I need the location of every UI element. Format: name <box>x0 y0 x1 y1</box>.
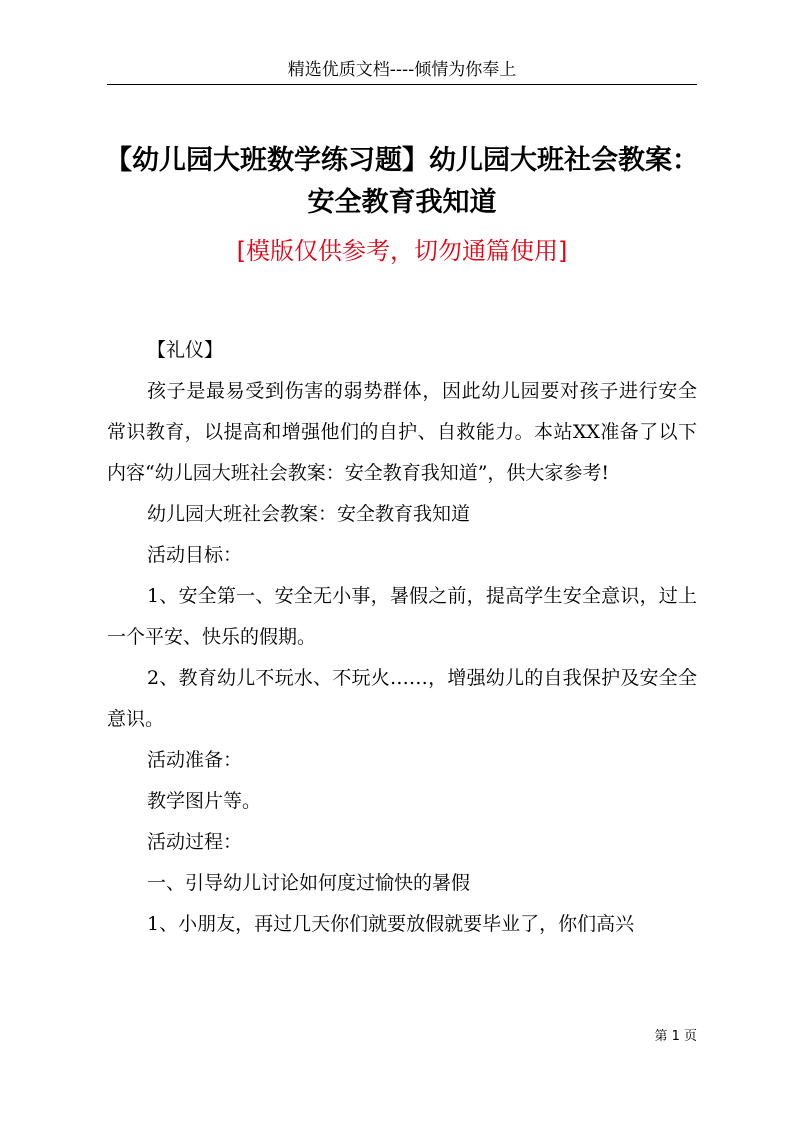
paragraph-prep-items: 教学图片等。 <box>147 790 262 812</box>
paragraph-lesson-title: 幼儿园大班社会教案：安全教育我知道 <box>147 503 471 525</box>
paragraph-goal-1: 1、安全第一、安全无小事，暑假之前，提高学生安全意识，过上一个平安、快乐的假期。 <box>107 585 697 648</box>
paragraph-intro: 孩子是最易受到伤害的弱势群体，因此幼儿园要对孩子进行安全常识教育，以提高和增强他们的自护、自救能力。本站XX准备了以下内容“幼儿园大班社会教案：安全教育我知道”，供大家参考! <box>107 380 697 484</box>
document-body <box>107 330 697 945</box>
paragraph-process-step-1: 一、引导幼儿讨论如何度过愉快的暑假 <box>147 872 471 894</box>
header-divider <box>107 84 697 85</box>
paragraph-prep-heading: 活动准备： <box>147 749 243 771</box>
paragraph-goals-heading: 活动目标： <box>147 544 243 566</box>
document-subtitle: [模版仅供参考，切勿通篇使用] <box>236 237 568 265</box>
page-number: 第 1 页 <box>654 1029 697 1044</box>
paragraph-process-detail-1: 1、小朋友，再过几天你们就要放假就要毕业了，你们高兴 <box>147 913 635 935</box>
paragraph-process-heading: 活动过程： <box>147 831 243 853</box>
document-title: 【幼儿园大班数学练习题】幼儿园大班社会教案：安全教育我知道 <box>105 145 699 218</box>
paragraph-etiquette-heading: 【礼仪】 <box>147 339 224 361</box>
paragraph-goal-2: 2、教育幼儿不玩水、不玩火……，增强幼儿的自我保护及安全全意识。 <box>107 667 697 730</box>
page-header: 精选优质文档----倾情为你奉上 <box>287 60 517 80</box>
